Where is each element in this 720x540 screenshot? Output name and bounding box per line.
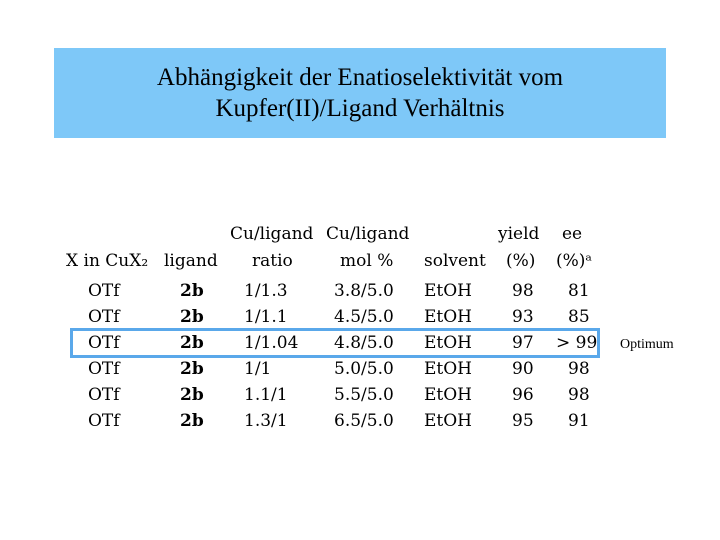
cell-ratio: 1/1.3 <box>244 281 288 301</box>
cell-mol: 4.8/5.0 <box>334 333 394 353</box>
cell-yield: 97 <box>512 333 534 353</box>
cell-ligand: 2b <box>180 281 204 301</box>
cell-ee: 98 <box>568 359 590 379</box>
cell-ratio: 1/1 <box>244 359 272 379</box>
header-mol-top: Cu/ligand <box>326 224 410 244</box>
slide-title-line-2: Kupfer(II)/Ligand Verhältnis <box>215 95 505 122</box>
cell-mol: 5.0/5.0 <box>334 359 394 379</box>
cell-mol: 5.5/5.0 <box>334 385 394 405</box>
cell-ee: 85 <box>568 307 590 327</box>
cell-solvent: EtOH <box>424 385 473 405</box>
header-yield-top: yield <box>498 224 540 244</box>
cell-ligand: 2b <box>180 385 204 405</box>
cell-solvent: EtOH <box>424 307 473 327</box>
cell-x: OTf <box>88 307 120 327</box>
header-mol-bottom: mol % <box>340 251 394 271</box>
cell-x: OTf <box>88 385 120 405</box>
cell-ratio: 1.3/1 <box>244 411 288 431</box>
header-ee-bottom: (%)ᵃ <box>556 251 592 271</box>
cell-mol: 4.5/5.0 <box>334 307 394 327</box>
cell-yield: 90 <box>512 359 534 379</box>
cell-x: OTf <box>88 333 120 353</box>
header-ratio-bottom: ratio <box>252 251 293 271</box>
cell-solvent: EtOH <box>424 281 473 301</box>
header-yield-bottom: (%) <box>506 251 536 271</box>
slide-title-line-1: Abhängigkeit der Enatioselektivität vom <box>156 64 564 91</box>
cell-yield: 98 <box>512 281 534 301</box>
cell-solvent: EtOH <box>424 411 473 431</box>
cell-ratio: 1/1.04 <box>244 333 299 353</box>
cell-ee: 98 <box>568 385 590 405</box>
cell-ligand: 2b <box>180 359 204 379</box>
cell-solvent: EtOH <box>424 333 473 353</box>
header-ratio-top: Cu/ligand <box>230 224 314 244</box>
header-ligand: ligand <box>164 251 218 271</box>
cell-ee: 81 <box>568 281 590 301</box>
cell-mol: 3.8/5.0 <box>334 281 394 301</box>
cell-yield: 96 <box>512 385 534 405</box>
cell-ligand: 2b <box>180 307 204 327</box>
header-solvent: solvent <box>424 251 486 271</box>
cell-ee: > 99 <box>556 333 598 353</box>
cell-yield: 95 <box>512 411 534 431</box>
cell-solvent: EtOH <box>424 359 473 379</box>
cell-yield: 93 <box>512 307 534 327</box>
cell-x: OTf <box>88 411 120 431</box>
header-ee-top: ee <box>562 224 583 244</box>
optimum-highlight-box <box>70 328 600 358</box>
cell-ratio: 1.1/1 <box>244 385 288 405</box>
cell-x: OTf <box>88 281 120 301</box>
cell-mol: 6.5/5.0 <box>334 411 394 431</box>
cell-ligand: 2b <box>180 333 204 353</box>
cell-ee: 91 <box>568 411 590 431</box>
cell-ligand: 2b <box>180 411 204 431</box>
header-x: X in CuX₂ <box>66 251 149 271</box>
cell-x: OTf <box>88 359 120 379</box>
cell-ratio: 1/1.1 <box>244 307 288 327</box>
optimum-label: Optimum <box>620 337 674 352</box>
